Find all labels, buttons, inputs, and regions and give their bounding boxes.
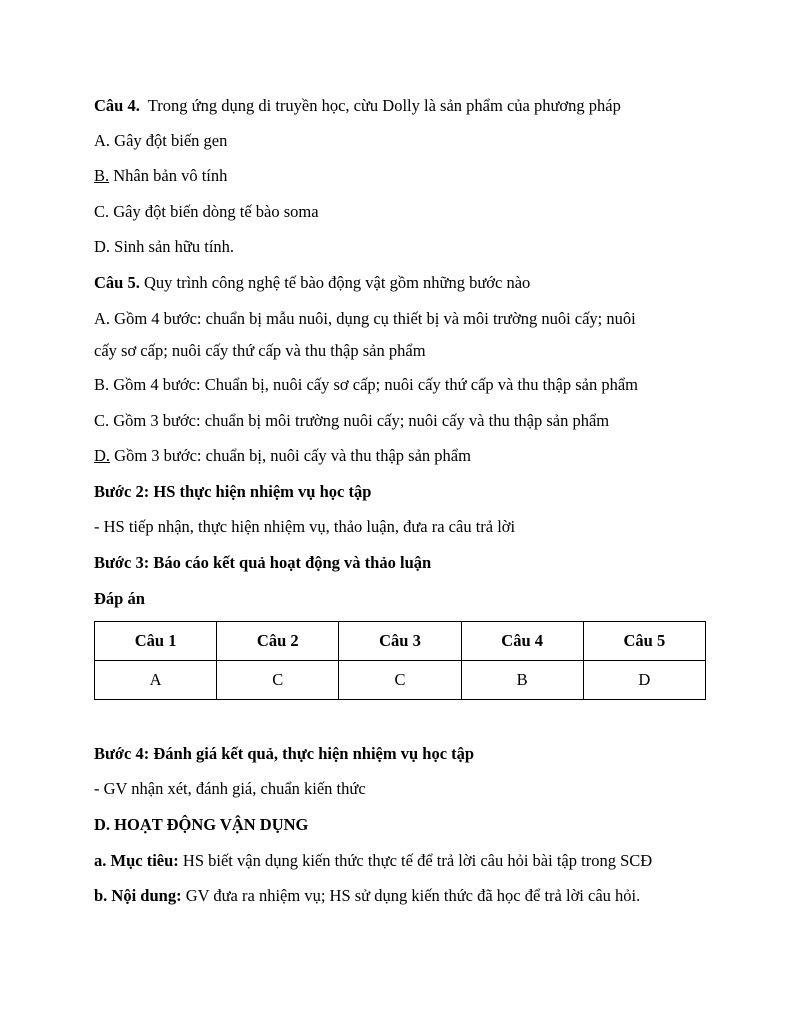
answer-table — [94, 621, 706, 700]
q4-option-c: C. Gây đột biến dòng tế bào soma — [94, 202, 319, 221]
step-4-text: - GV nhận xét, đánh giá, chuẩn kiến thức — [94, 779, 366, 798]
question-4-text: Trong ứng dụng di truyền học, cừu Dolly là sản phẩm của phương pháp — [147, 96, 621, 115]
q5-option-c: C. Gồm 3 bước: chuẩn bị môi trường nuôi cấy; nuôi cấy và thu thập sản phẩm — [94, 411, 610, 430]
q5-option-a: A. Gồm 4 bước: chuẩn bị mẫu nuôi, dụng cụ thiết bị và môi trường nuôi cấy; nuôi — [94, 309, 636, 328]
q5-option-d: D. Gồm 3 bước: chuẩn bị, nuôi cấy và thu thập sản phẩm — [94, 446, 471, 465]
q5-option-b: B. Gồm 4 bước: Chuẩn bị, nuôi cấy sơ cấp; nuôi cấy thứ cấp và thu thập sản phẩm — [94, 375, 638, 394]
content-line — [94, 886, 640, 906]
q4-option-a: A. Gây đột biến gen — [94, 131, 228, 150]
goal-label: a. Mục tiêu: — [94, 851, 179, 870]
table-header-cell: Câu 1 — [95, 622, 217, 661]
table-cell: C — [217, 661, 339, 700]
table-header-cell: Câu 2 — [217, 622, 339, 661]
step-3-heading: Bước 3: Báo cáo kết quả hoạt động và thảo luận — [94, 553, 432, 572]
table-header-cell: Câu 3 — [339, 622, 461, 661]
goal-text: HS biết vận dụng kiến thức thực tế để trả lời câu hỏi bài tập trong SCĐ — [182, 851, 653, 870]
q5-option-a-continued: cấy sơ cấp; nuôi cấy thứ cấp và thu thập sản phẩm — [94, 341, 426, 360]
q4-option-b: B. Nhân bản vô tính — [94, 166, 228, 185]
table-cell: A — [95, 661, 217, 700]
question-5 — [94, 273, 530, 293]
question-5-text: Quy trình công nghệ tế bào động vật gồm những bước nào — [143, 273, 531, 292]
q4-option-d: D. Sinh sản hữu tính. — [94, 237, 235, 256]
question-4-label: Câu 4. — [94, 96, 140, 115]
answer-table-row — [95, 661, 706, 700]
table-cell: B — [461, 661, 583, 700]
answer-title: Đáp án — [94, 589, 145, 608]
table-cell: C — [339, 661, 461, 700]
step-4-heading: Bước 4: Đánh giá kết quả, thực hiện nhiệm vụ học tập — [94, 744, 475, 763]
table-header-cell: Câu 4 — [461, 622, 583, 661]
step-2-heading: Bước 2: HS thực hiện nhiệm vụ học tập — [94, 482, 372, 501]
question-5-label: Câu 5. — [94, 273, 140, 292]
table-header-cell: Câu 5 — [583, 622, 705, 661]
section-d-heading: D. HOẠT ĐỘNG VẬN DỤNG — [94, 815, 309, 834]
answer-table-header-row — [95, 622, 706, 661]
step-2-text: - HS tiếp nhận, thực hiện nhiệm vụ, thảo luận, đưa ra câu trả lời — [94, 517, 516, 536]
question-4 — [94, 96, 621, 116]
content-label: b. Nội dung: — [94, 886, 182, 905]
correct-answer-marker: D. — [94, 446, 111, 465]
content-text: GV đưa ra nhiệm vụ; HS sử dụng kiến thức đã học để trả lời câu hỏi. — [185, 886, 641, 905]
goal-line — [94, 851, 652, 871]
table-cell: D — [583, 661, 705, 700]
correct-answer-marker: B. — [94, 166, 110, 185]
